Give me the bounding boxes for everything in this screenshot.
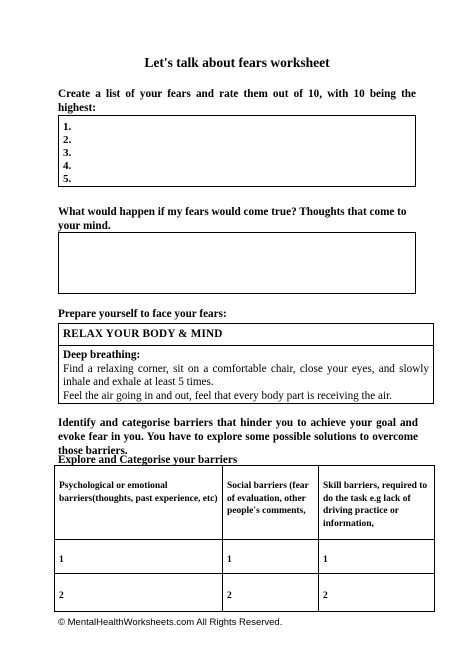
table-cell[interactable]: 2 — [223, 574, 319, 612]
face-fears-prompt: Prepare yourself to face your fears: — [58, 308, 227, 320]
fears-outcome-answer-box[interactable] — [58, 232, 416, 294]
table-row — [55, 574, 435, 612]
relax-heading: RELAX YOUR BODY & MIND — [59, 324, 433, 346]
barriers-table — [54, 465, 435, 612]
table-cell[interactable]: 2 — [55, 574, 223, 612]
table-cell[interactable]: 1 — [55, 540, 223, 574]
skill-barriers-header: Skill barriers, required to do the task e.g lack of driving practice or information, — [319, 466, 435, 540]
fears-list-box[interactable] — [58, 115, 416, 187]
list-item: 2. — [63, 134, 72, 146]
psychological-barriers-header: Psychological or emotional barriers(thoughts, past experience, etc) — [55, 466, 223, 540]
list-item: 5. — [63, 173, 72, 185]
fears-outcome-prompt: What would happen if my fears would come true? Thoughts that come to your mind. — [58, 206, 407, 232]
barriers-table-caption: Explore and Categorise your barriers — [58, 454, 238, 466]
table-row — [55, 540, 435, 574]
table-cell[interactable]: 2 — [319, 574, 435, 612]
table-header-row — [55, 466, 435, 540]
copyright-footer: © MentalHealthWorksheets.com All Rights Reserved. — [58, 617, 283, 628]
barriers-prompt: Identify and categorise barriers that hinder you to achieve your goal and evoke fear in you. You have to explore some possible solutions to overcome those barriers. — [58, 417, 418, 457]
list-item: 1. — [63, 121, 72, 133]
fears-list-prompt: Create a list of your fears and rate them out of 10, with 10 being the highest: — [58, 88, 416, 114]
worksheet-title: Let's talk about fears worksheet — [144, 55, 330, 70]
deep-breathing-text-2: Feel the air going in and out, feel that every body part is receiving the air. — [63, 389, 392, 402]
relax-body — [59, 346, 433, 403]
relax-box — [58, 323, 434, 404]
list-item: 4. — [63, 160, 72, 172]
deep-breathing-heading: Deep breathing: — [63, 349, 141, 361]
social-barriers-header: Social barriers (fear of evaluation, other people's comments, — [223, 466, 319, 540]
table-cell[interactable]: 1 — [223, 540, 319, 574]
deep-breathing-text: Find a relaxing corner, sit on a comfortable chair, close your eyes, and slowly inhale and exhale at least 5 times. — [63, 362, 429, 388]
table-cell[interactable]: 1 — [319, 540, 435, 574]
list-item: 3. — [63, 147, 72, 159]
